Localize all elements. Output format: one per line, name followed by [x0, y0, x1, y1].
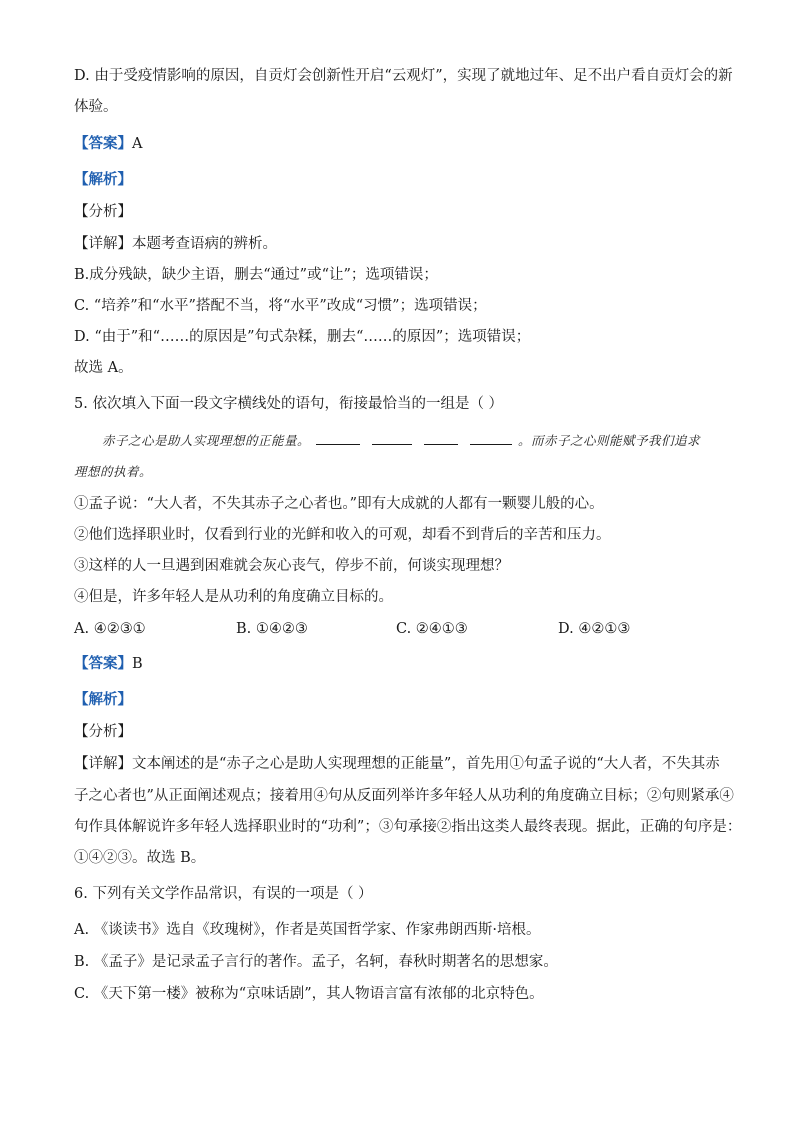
- q4-explain-d: D. “由于”和“……的原因是”句式杂糅，删去“……的原因”；选项错误；: [74, 329, 531, 345]
- q6-stem: 6. 下列有关文学作品常识，有误的一项是（ ）: [74, 886, 373, 902]
- q4-jiexi: [74, 170, 734, 190]
- q6-option-c: C. 《天下第一楼》被称为“京味话剧”，其人物语言富有浓郁的北京特色。: [74, 986, 544, 1002]
- q4-fenxi: [74, 202, 734, 222]
- q6-option-a: A. 《谈读书》选自《玫瑰树》，作者是英国哲学家、作家弗朗西斯·培根。: [74, 922, 541, 938]
- q5-option-b: B. ①④②③: [236, 621, 308, 637]
- q5-option-c: C. ②④①③: [396, 621, 468, 637]
- q5-sentence-1: ①孟子说：“大人者，不失其赤子之心者也。”即有大成就的人都有一颗婴儿般的心。: [74, 496, 604, 512]
- q4-conclusion: 故选 A。: [74, 360, 133, 376]
- jiexi-tag: 【解析】: [74, 691, 132, 708]
- q5-fenxi: [74, 722, 734, 742]
- fenxi-tag: 【分析】: [74, 724, 132, 740]
- q5-passage-line1: [102, 431, 762, 451]
- answer-tag: 【答案】: [74, 655, 132, 672]
- passage-text-a: 赤子之心是助人实现理想的正能量。: [102, 433, 311, 448]
- q5-stem: 5. 依次填入下面一段文字横线处的语句，衔接最恰当的一组是（ ）: [74, 396, 504, 412]
- q5-detail-line1: [74, 754, 734, 774]
- q5-sentence-3: ③这样的人一旦遇到困难就会灰心丧气，停步不前，何谈实现理想？: [74, 558, 509, 574]
- passage-text-b: 。而赤子之心则能赋予我们追求: [518, 433, 701, 448]
- xiangjie-tag: 【详解】: [74, 756, 132, 772]
- q5-option-d: D. ④②①③: [558, 621, 631, 637]
- q5-detail-line3: 句作具体解说许多年轻人选择职业时的“功利”；③句承接②指出这类人最终表现。据此，正确的句序是：: [74, 819, 742, 835]
- q5-detail-line2: 子之心者也”从正面阐述观点；接着用④句从反面列举许多年轻人从功利的角度确立目标；②句则紧承④: [74, 788, 734, 804]
- q5-detail-line4: ①④②③。故选 B。: [74, 850, 206, 866]
- blank-3: [424, 431, 458, 445]
- q5-sentence-2: ②他们选择职业时，仅看到行业的光鲜和收入的可观，却看不到背后的辛苦和压力。: [74, 527, 611, 543]
- q5-answer: [74, 654, 734, 674]
- fenxi-tag: 【分析】: [74, 204, 132, 220]
- blank-4: [470, 431, 512, 445]
- q6-option-b: B. 《孟子》是记录孟子言行的著作。孟子，名轲，春秋时期著名的思想家。: [74, 954, 558, 970]
- jiexi-tag: 【解析】: [74, 171, 132, 188]
- answer-value: B: [132, 656, 143, 672]
- answer-tag: 【答案】: [74, 135, 132, 152]
- xiangjie-text: 本题考查语病的辨析。: [132, 236, 277, 252]
- q5-passage-line2: 理想的执着。: [74, 464, 153, 479]
- q4-option-d-line2: 体验。: [74, 99, 118, 115]
- q5-options: [74, 619, 734, 639]
- q4-xiangjie: [74, 234, 734, 254]
- blank-2: [372, 431, 412, 445]
- q5-option-a: A. ④②③①: [74, 621, 146, 637]
- xiangjie-tag: 【详解】: [74, 236, 132, 252]
- q4-explain-c: C. “培养”和“水平”搭配不当，将“水平”改成“习惯”；选项错误；: [74, 298, 487, 314]
- detail-text: 文本阐述的是“赤子之心是助人实现理想的正能量”，首先用①句孟子说的“大人者，不失其赤: [132, 756, 720, 772]
- q5-jiexi: [74, 690, 734, 710]
- q5-sentence-4: ④但是，许多年轻人是从功利的角度确立目标的。: [74, 589, 393, 605]
- answer-value: A: [132, 136, 143, 152]
- blank-1: [316, 431, 360, 445]
- q4-option-d-line1: D. 由于受疫情影响的原因，自贡灯会创新性开启“云观灯”，实现了就地过年、足不出户看自贡灯会的新: [74, 68, 733, 84]
- q4-explain-b: B.成分残缺，缺少主语，删去“通过”或“让”；选项错误；: [74, 267, 438, 283]
- q4-answer: [74, 134, 734, 154]
